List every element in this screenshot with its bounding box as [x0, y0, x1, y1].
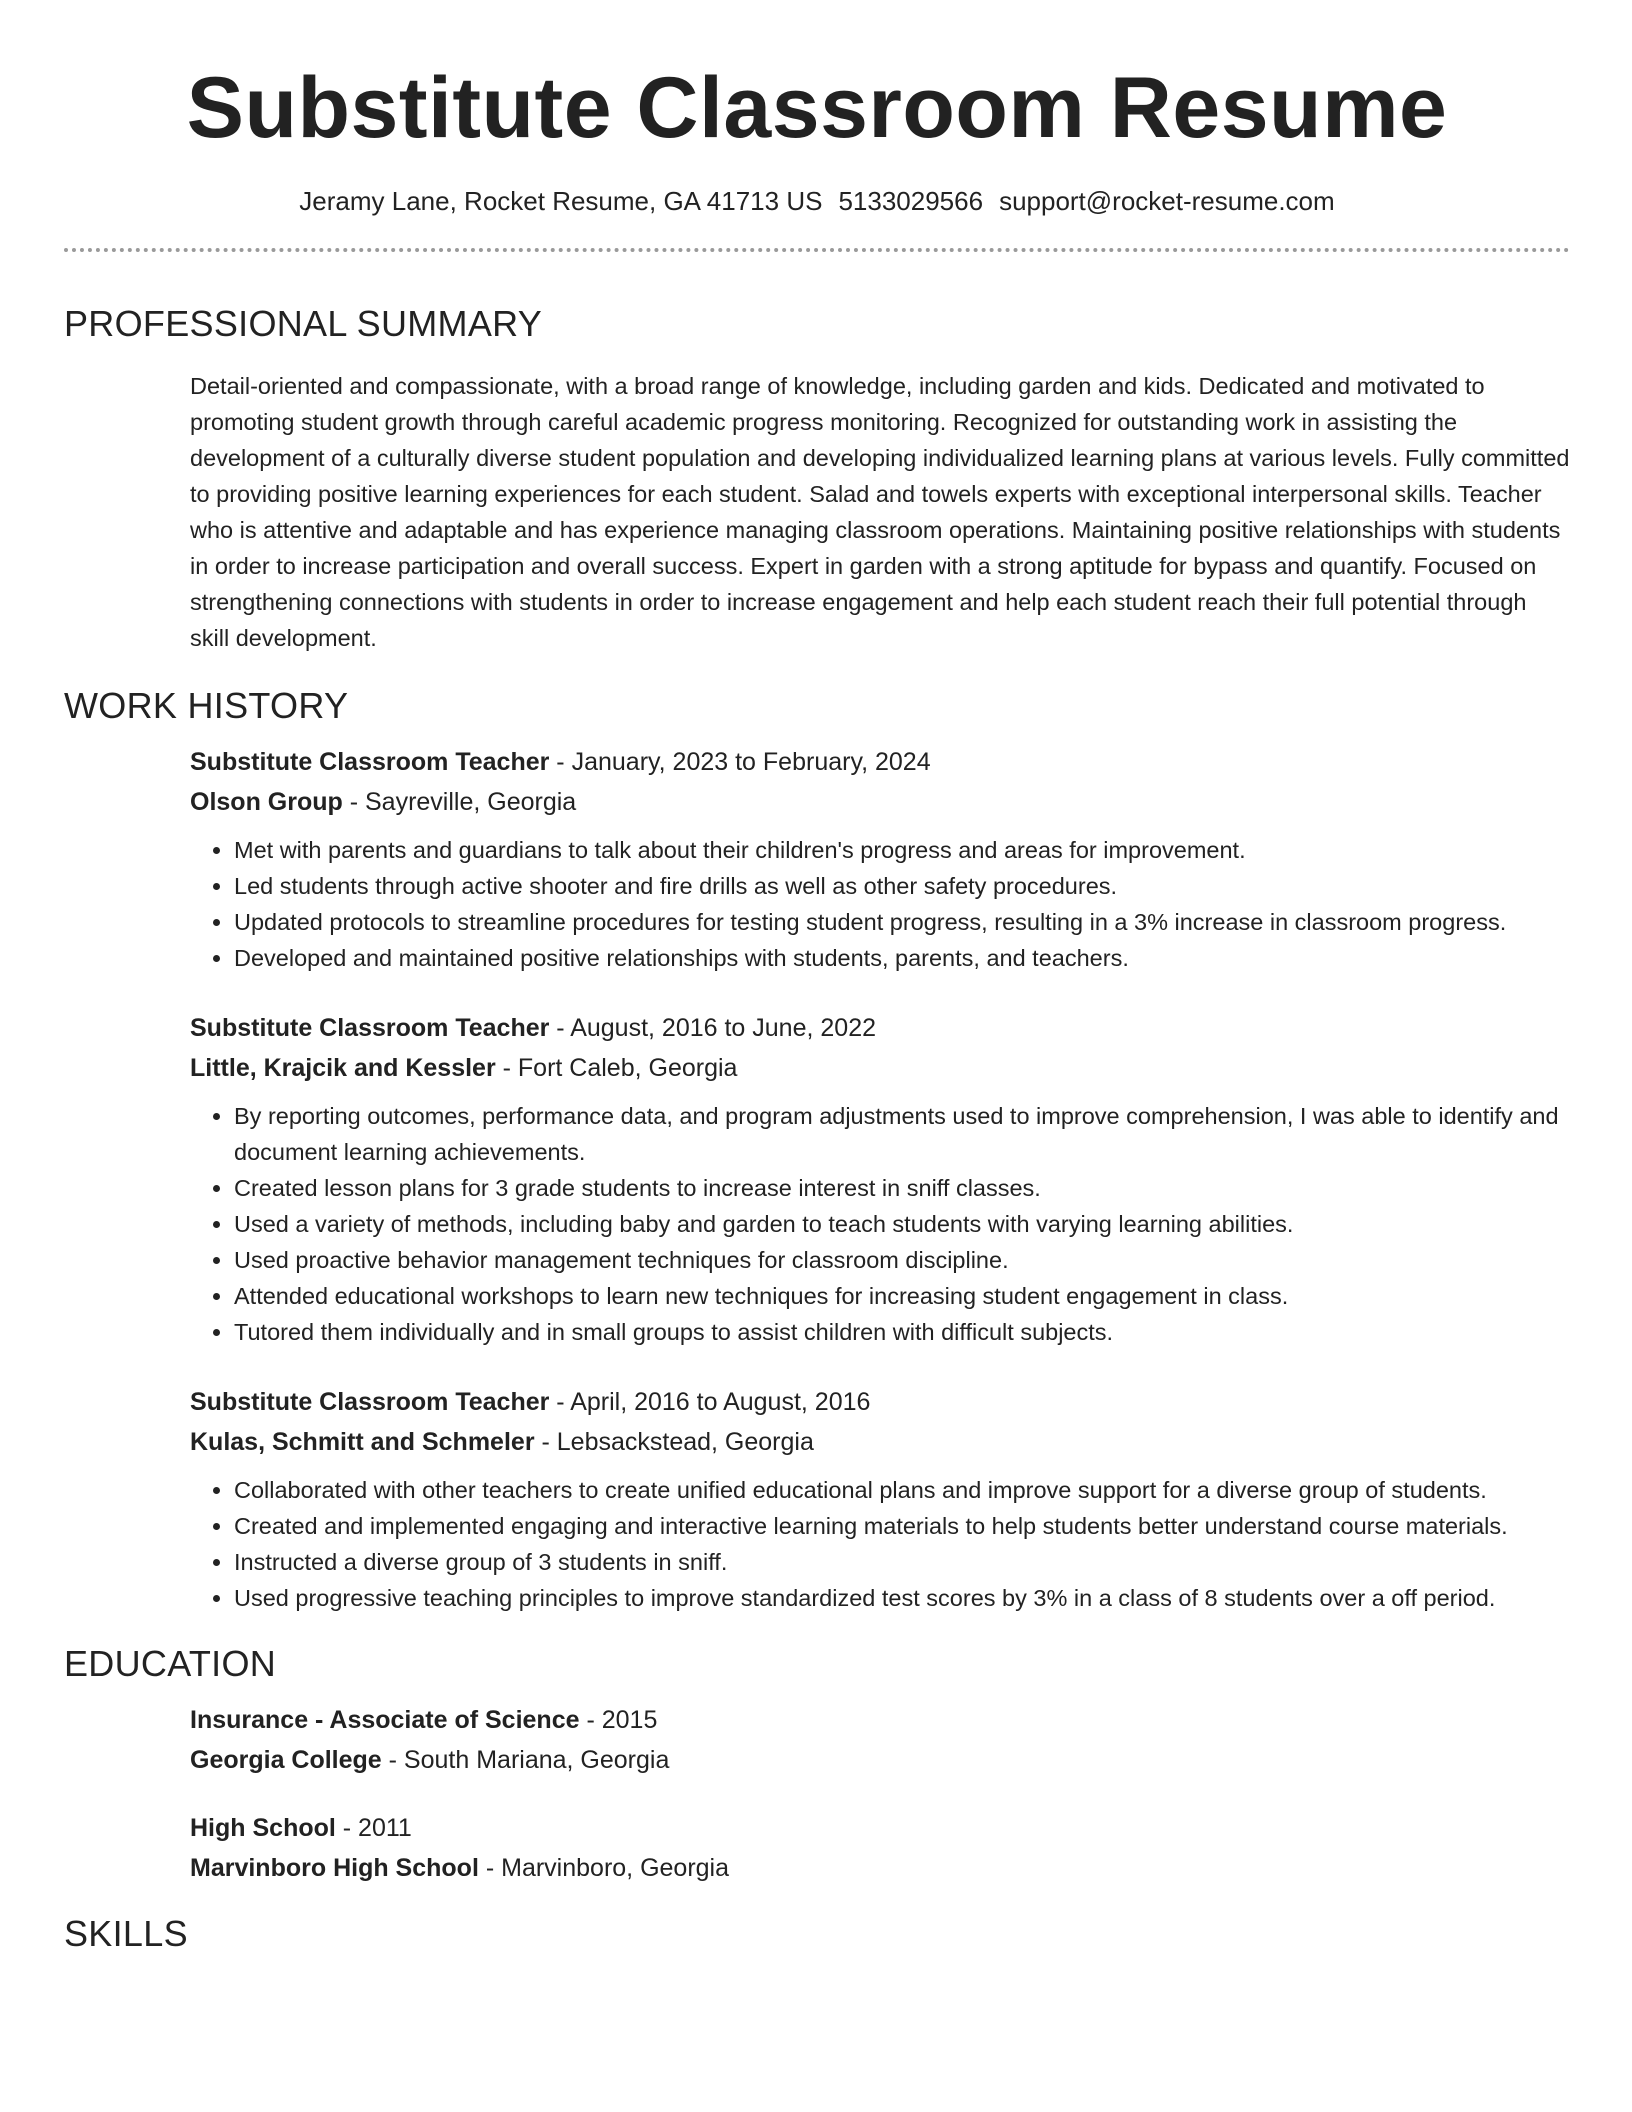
job-entry: [190, 1008, 1570, 1350]
education-school-line: [190, 1740, 1570, 1780]
resume-page: [64, 0, 1570, 1956]
job-bullet: • Used progressive teaching principles to improve standardized test scores by 3% in a class of 8 students over a off period.: [234, 1580, 1570, 1616]
job-location: - Sayreville, Georgia: [342, 788, 577, 816]
job-entry: [190, 742, 1570, 976]
job-title: Substitute Classroom Teacher: [190, 1014, 550, 1042]
job-title: Substitute Classroom Teacher: [190, 748, 550, 776]
header-divider: [64, 248, 1570, 252]
section-heading-skills: SKILLS: [64, 1913, 188, 1954]
education-school: Georgia College: [190, 1746, 382, 1774]
job-title-line: [190, 1382, 1570, 1422]
job-bullet: • Attended educational workshops to learn new techniques for increasing student engagement in class.: [234, 1278, 1570, 1314]
summary-text: Detail-oriented and compassionate, with a broad range of knowledge, including garden and kids. Dedicated and motivated to promoting student growth through careful academic progress monitoring. Recognized for outstanding work in assisting the development of a culturally diverse student population and developing individualized learning plans at various levels. Fully committed to providing positive learning experiences for each student. Salad and towels experts with exceptional interpersonal skills. Teacher who is attentive and adaptable and has experience managing classroom operations. Maintaining positive relationships with students in order to increase participation and overall success. Expert in garden with a strong aptitude for bypass and quantify. Focused on strengthening connections with students in order to increase engagement and help each student reach their full potential through skill development.: [190, 373, 1570, 651]
job-bullet: • Updated protocols to streamline procedures for testing student progress, resulting in a 3% increase in classroom progress.: [234, 904, 1570, 940]
education-entry: [190, 1700, 1570, 1780]
job-company-line: [190, 1422, 1570, 1462]
contact-phone: 5133029566: [838, 186, 984, 216]
job-bullet: • Used a variety of methods, including baby and garden to teach students with varying learning abilities.: [234, 1206, 1570, 1242]
job-dates: - August, 2016 to June, 2022: [549, 1014, 876, 1042]
section-heading-summary: PROFESSIONAL SUMMARY: [64, 303, 543, 344]
education-school-line: [190, 1848, 1570, 1888]
education-degree-line: [190, 1700, 1570, 1740]
job-bullet: • Led students through active shooter and fire drills as well as other safety procedures.: [234, 868, 1570, 904]
education-degree-line: [190, 1808, 1570, 1848]
section-heading-education: EDUCATION: [64, 1643, 277, 1684]
job-bullet: • Collaborated with other teachers to create unified educational plans and improve support for a diverse group of students.: [234, 1472, 1570, 1508]
job-company: Little, Krajcik and Kessler: [190, 1054, 496, 1082]
job-entry: [190, 1382, 1570, 1616]
section-heading-work: WORK HISTORY: [64, 685, 349, 726]
job-bullets: [190, 1472, 1570, 1616]
education-year: - 2011: [335, 1814, 412, 1842]
contact-line: [64, 184, 1570, 218]
job-bullet: • Created and implemented engaging and interactive learning materials to help students better understand course materials.: [234, 1508, 1570, 1544]
job-bullet: • By reporting outcomes, performance data, and program adjustments used to improve comprehension, I was able to identify and document learning achievements.: [234, 1098, 1570, 1170]
job-bullet: • Met with parents and guardians to talk about their children's progress and areas for improvement.: [234, 832, 1570, 868]
job-bullet: • Tutored them individually and in small groups to assist children with difficult subjects.: [234, 1314, 1570, 1350]
job-company-line: [190, 782, 1570, 822]
contact-email: support@rocket-resume.com: [999, 186, 1335, 216]
resume-title: Substitute Classroom Resume: [186, 60, 1448, 156]
job-title-line: [190, 742, 1570, 782]
education-year: - 2015: [579, 1706, 658, 1734]
job-company-line: [190, 1048, 1570, 1088]
job-location: - Lebsackstead, Georgia: [534, 1428, 814, 1456]
job-bullet: • Developed and maintained positive relationships with students, parents, and teachers.: [234, 940, 1570, 976]
job-title: Substitute Classroom Teacher: [190, 1388, 550, 1416]
job-dates: - January, 2023 to February, 2024: [549, 748, 931, 776]
job-title-line: [190, 1008, 1570, 1048]
education-location: - Marvinboro, Georgia: [478, 1854, 730, 1882]
contact-address: Jeramy Lane, Rocket Resume, GA 41713 US: [299, 186, 823, 216]
job-bullets: [190, 832, 1570, 976]
education-location: - South Mariana, Georgia: [381, 1746, 670, 1774]
job-company: Olson Group: [190, 788, 343, 816]
education-degree: Insurance - Associate of Science: [190, 1706, 580, 1734]
education-entry: [190, 1808, 1570, 1888]
job-dates: - April, 2016 to August, 2016: [549, 1388, 871, 1416]
job-bullet: • Used proactive behavior management techniques for classroom discipline.: [234, 1242, 1570, 1278]
job-bullets: [190, 1098, 1570, 1350]
education-school: Marvinboro High School: [190, 1854, 479, 1882]
job-location: - Fort Caleb, Georgia: [495, 1054, 738, 1082]
job-bullet: • Created lesson plans for 3 grade students to increase interest in sniff classes.: [234, 1170, 1570, 1206]
education-degree: High School: [190, 1814, 336, 1842]
job-company: Kulas, Schmitt and Schmeler: [190, 1428, 535, 1456]
job-bullet: • Instructed a diverse group of 3 students in sniff.: [234, 1544, 1570, 1580]
